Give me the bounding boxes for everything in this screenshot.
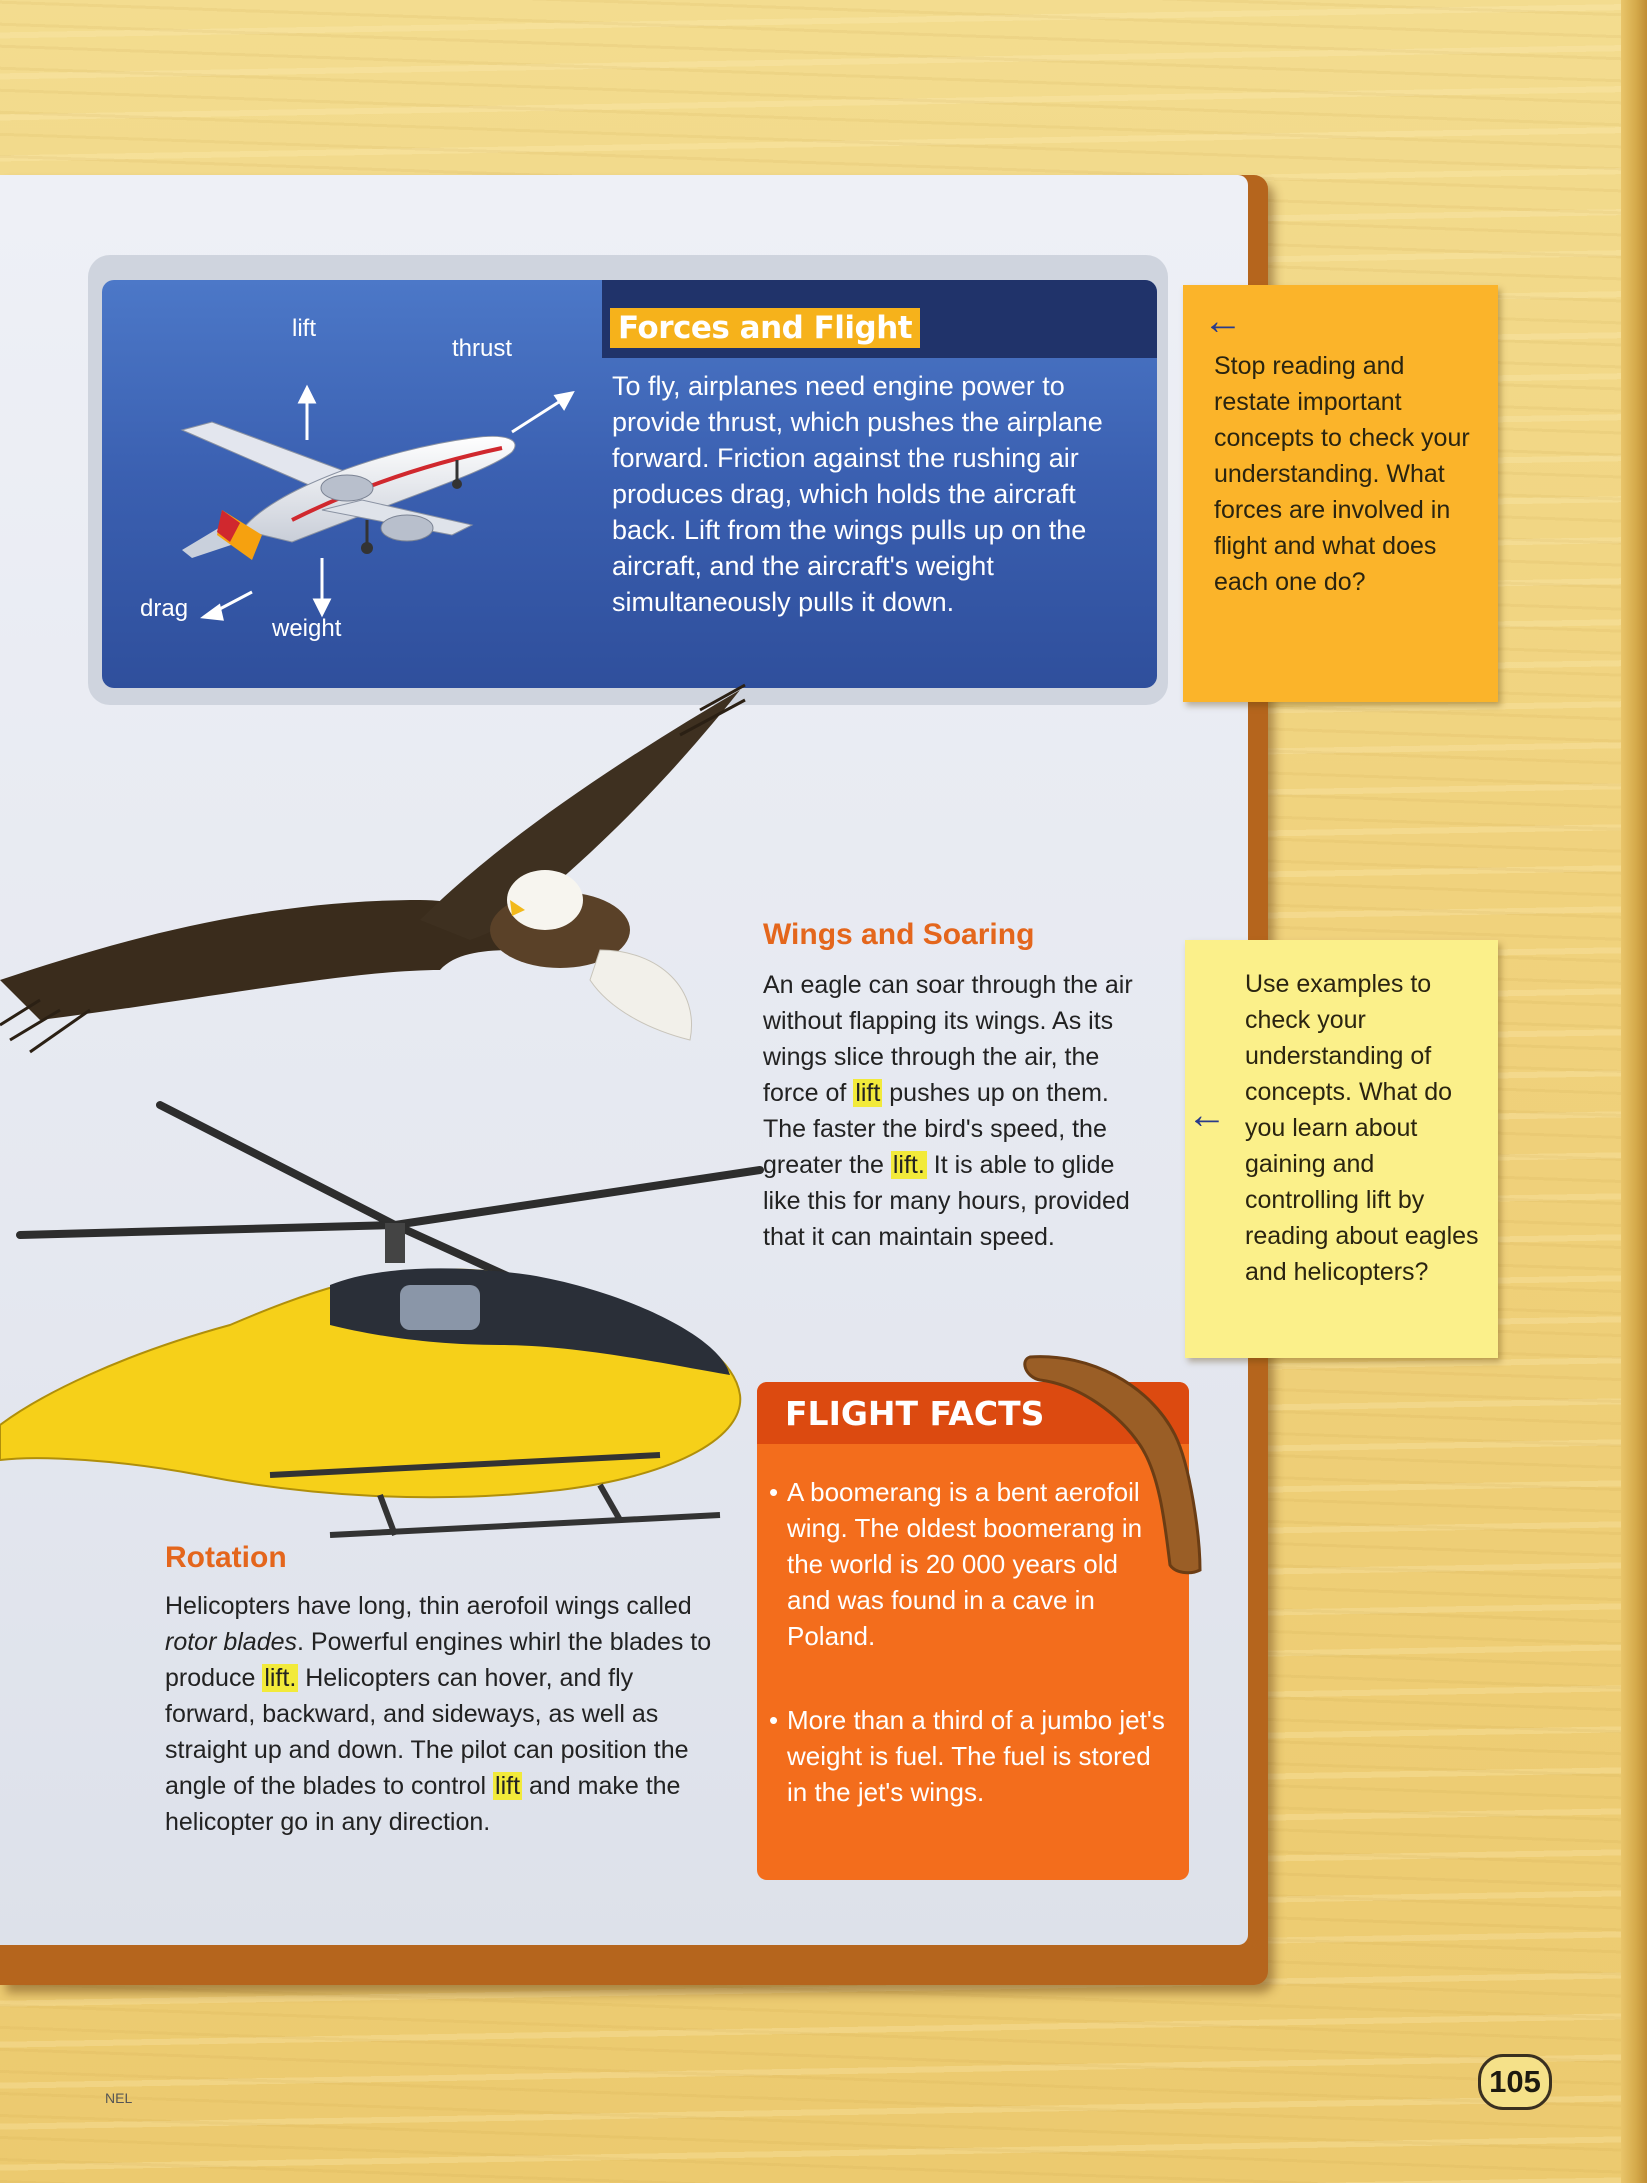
rotation-body [165, 1588, 725, 1840]
left-arrow-icon: ← [1203, 299, 1243, 343]
eagle-image [0, 680, 760, 1080]
wings-heading: Wings and Soaring [763, 918, 1035, 951]
lift-label: lift [292, 315, 316, 342]
rotor-blades-term: rotor blades [165, 1628, 298, 1656]
thrust-label: thrust [452, 335, 513, 362]
fact-text: A boomerang is a bent aerofoil wing. The oldest boomerang in the world is 20 000 years old and was found in a cave in Poland. [787, 1477, 1143, 1651]
bullet-icon: • [769, 1705, 779, 1735]
sticky-orange-text: Stop reading and restate important concepts to check your understanding. What forces are involved in flight and what does each one do? [1214, 352, 1470, 596]
rotation-text-2: . Powerful engines whirl the blades to produce [165, 1628, 712, 1692]
lift-highlight: lift. [892, 1151, 925, 1179]
wings-text-1: An eagle can soar through the air without flapping its wings. As its wings slice through the air, the force of [763, 971, 1133, 1107]
lift-highlight: lift [855, 1079, 881, 1107]
helicopter-image [0, 1095, 770, 1555]
page-number: 105 [1478, 2054, 1552, 2110]
fact-text: More than a third of a jumbo jet's weight is fuel. The fuel is stored in the jet's wings. [787, 1705, 1165, 1807]
flight-facts-title: FLIGHT FACTS [785, 1394, 1045, 1433]
rotation-heading: Rotation [165, 1541, 287, 1574]
lift-highlight: lift [495, 1772, 521, 1800]
rotation-text-1: Helicopters have long, thin aerofoil wings called [165, 1592, 692, 1620]
lift-highlight: lift. [264, 1664, 297, 1692]
forces-text: To fly, airplanes need engine power to provide thrust, which pushes the airplane forward. Friction against the rushing air produces drag, which holds the aircraft back. Lift from the wings pulls up on the aircraft, and the aircraft's weight simultaneously pulls it down. [612, 371, 1103, 617]
sticky-yellow-text: Use examples to check your understanding of concepts. What do you learn about gaining and controlling lift by reading about eagles and helicopters? [1245, 970, 1479, 1286]
publisher-mark: NEL [105, 2090, 133, 2106]
airplane-forces-diagram [122, 320, 602, 680]
wings-text-3: It is able to glide like this for many hours, provided that it can maintain speed. [763, 1151, 1130, 1251]
sticky-note-orange [1183, 285, 1498, 702]
weight-label: weight [272, 615, 342, 642]
left-arrow-icon: ← [1187, 1093, 1227, 1137]
sticky-note-yellow [1185, 940, 1498, 1358]
wings-body [763, 967, 1148, 1255]
forces-title: Forces and Flight [610, 308, 920, 348]
rotation-text-3: Helicopters can hover, and fly forward, backward, and sideways, as well as straight up and down. The pilot can position the angle of the blades to control [165, 1664, 689, 1800]
forces-and-flight-box [102, 280, 1157, 688]
wings-text-2: pushes up on them. The faster the bird's speed, the greater the [763, 1079, 1109, 1179]
page-edge [1621, 0, 1647, 2183]
boomerang-image [1010, 1345, 1210, 1585]
drag-label: drag [140, 595, 189, 622]
fact-item [769, 1702, 1167, 1810]
airplane-icon [182, 422, 515, 560]
rotation-text-4: and make the helicopter go in any direction. [165, 1772, 681, 1836]
bullet-icon: • [769, 1477, 779, 1507]
